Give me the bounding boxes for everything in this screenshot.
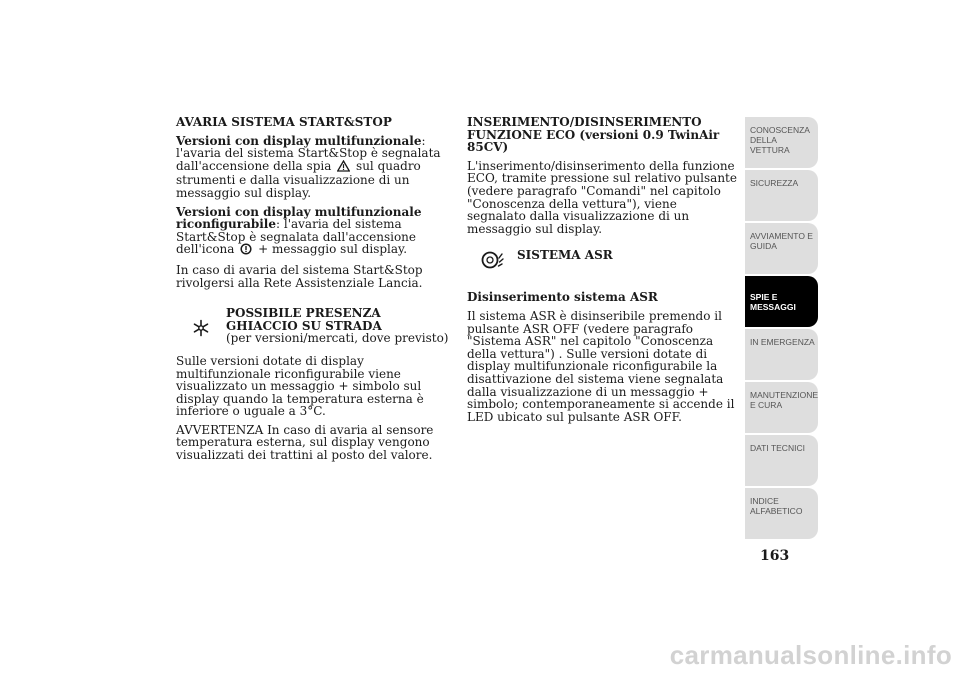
ice-title: POSSIBILE PRESENZA GHIACCIO SU STRADA xyxy=(226,306,382,333)
snowflake-icon xyxy=(176,307,226,337)
asr-title: SISTEMA ASR xyxy=(517,248,613,263)
tab-dati-tecnici[interactable]: DATI TECNICI xyxy=(745,435,818,486)
eco-title: INSERIMENTO/DISINSERIMENTO FUNZIONE ECO (versioni 0.9 TwinAir 85CV) xyxy=(467,115,720,155)
warning-note: AVVERTENZA In caso di avaria al sensore temperatura esterna, sul display vengono visualizzati dei trattini al posto del valore. xyxy=(176,422,434,463)
ice-warning-block xyxy=(176,307,454,345)
tab-conoscenza-della-vettura[interactable]: CONOSCENZA DELLA VETTURA xyxy=(745,117,818,168)
asr-paragraph: Il sistema ASR è disinseribile premendo il pulsante ASR OFF (vedere paragrafo "Sistema ASR" nel capitolo "Conoscenza della vettura") . Sulle versioni dotate di display multifunzionale riconfigurabile la disattivazione del sistema viene segnalata dalla visualizzazione di un messaggio + simbolo; contemporaneamente si accende il LED ubicato sul pulsante ASR OFF. xyxy=(467,308,735,424)
ice-paragraph: Sulle versioni dotate di display multifunzionale riconfigurabile viene visualizzato un messaggio + simbolo sul display quando la temperatura esterna è inferiore o uguale a 3°C. xyxy=(176,353,424,419)
startstop-paragraph-3: In caso di avaria del sistema Start&Stop rivolgersi alla Rete Assistenziale Lancia. xyxy=(176,262,423,290)
eco-paragraph: L'inserimento/disinserimento della funzione ECO, tramite pressione sul relativo pulsante (vedere paragrafo "Comandi" nel capitolo "Conoscenza della vettura"), viene segnalato dalla visualizzazione di un messaggio sul display. xyxy=(467,158,737,236)
tab-indice-alfabetico[interactable]: INDICE ALFABETICO xyxy=(745,488,818,539)
startstop-title: AVARIA SISTEMA START&STOP xyxy=(176,115,392,129)
tab-avviamento-e-guida[interactable]: AVVIAMENTO E GUIDA xyxy=(745,223,818,274)
asr-skid-icon xyxy=(467,249,517,271)
asr-subtitle: Disinserimento sistema ASR xyxy=(467,290,658,305)
watermark: carmanualsonline.info xyxy=(669,640,952,670)
chapter-sidebar xyxy=(745,117,818,541)
tab-manutenzione-e-cura[interactable]: MANUTENZIONE E CURA xyxy=(745,382,818,433)
startstop-fault-icon xyxy=(240,243,252,258)
left-column xyxy=(176,116,454,468)
tab-spie-e-messaggi[interactable]: SPIE E MESSAGGI xyxy=(745,276,818,327)
warning-triangle-icon xyxy=(337,160,350,175)
startstop-paragraph-2: Versioni con display multifunzionale riconfigurabile: l'avaria del sistema Start&Stop è segnalata dall'accensione dell'icona + messaggio sul display. xyxy=(176,204,422,257)
startstop-paragraph-1: Versioni con display multifunzionale: l'avaria del sistema Start&Stop è segnalata dall'accensione della spia sul quadro strumenti e dalla visualizzazione di un messaggio sul display. xyxy=(176,133,441,200)
tab-in-emergenza[interactable]: IN EMERGENZA xyxy=(745,329,818,380)
ice-subtitle: (per versioni/mercati, dove previsto) xyxy=(226,331,449,346)
page-number: 163 xyxy=(760,548,790,564)
tab-sicurezza[interactable]: SICUREZZA xyxy=(745,170,818,221)
right-column xyxy=(467,116,737,429)
asr-block xyxy=(467,249,737,271)
